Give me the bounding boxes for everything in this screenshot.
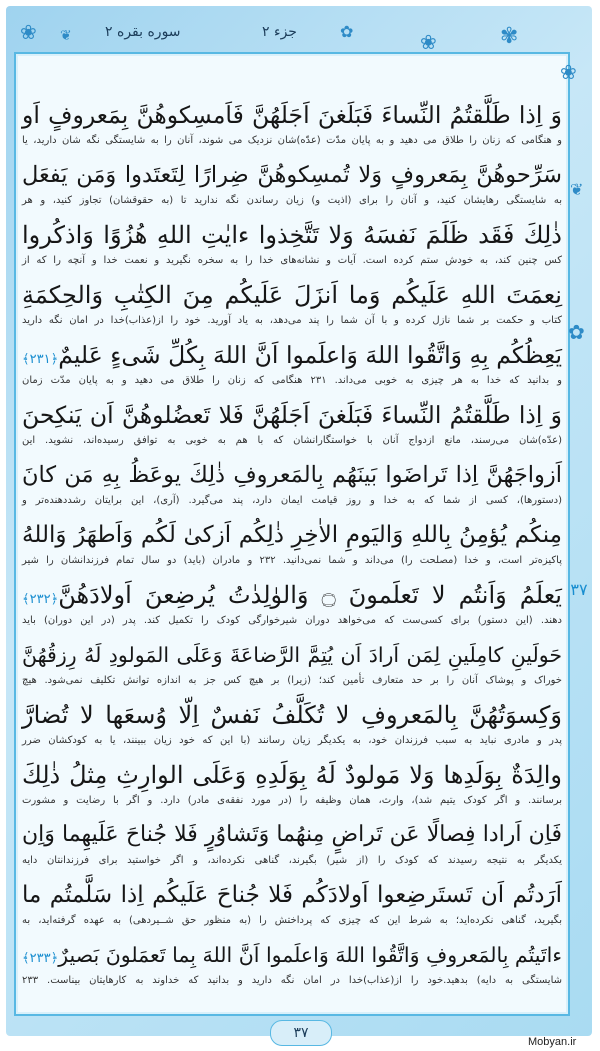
verse-text: وَ اِذا طَلَّقتُمُ النِّساءَ فَبَلَغنَ اَجَلَهُنَّ فَلا تَعضُلوهُنَّ اَن يَنكِحنَ [22, 401, 562, 429]
verse-text: سَرِّحوهُنَّ بِمَعروفٍ وَلا تُمسِكوهُنَّ ضِرارًا لِتَعتَدوا وَمَن يَفعَل [22, 162, 562, 188]
surah-label: سوره بقره ۲ [105, 24, 181, 40]
verse-line [22, 760, 562, 790]
verse-line [22, 340, 562, 375]
leaf-ornament-icon: ❦ [570, 180, 584, 199]
translation-line: برسانند. و اگر کودک یتیم شد)، وارث، همان وظیفه را (در مورد نفقه‌ی مادر) دارد. و اگر با رضایت و مشورت [22, 795, 562, 806]
verse-line [22, 280, 562, 310]
translation-line: (عدّه)شان می‌رسند، مانع ازدواج آنان با خواستگارانشان که با هم به خوبی به توافق رسیده‌اند، نشوید. این [22, 435, 562, 446]
verse-text: حَولَينِ كامِلَينِ لِمَن اَرادَ اَن يُتِمَّ الرَّضاعَةَ وَعَلَى المَولودِ لَهُ رِزقُهُنَّ [22, 643, 562, 667]
verse-text: فَاِن اَرادا فِصالًا عَن تَراضٍ مِنهُما وَتَشاوُرٍ فَلا جُناحَ عَلَيهِما وَاِن [22, 822, 562, 847]
verse-text: يَعلَمُ وَاَنتُم لا تَعلَمونَ ۝ وَالوٰلِدٰتُ يُرضِعنَ اَولادَهُنَّ [58, 581, 562, 609]
verse-text: ءاتَيتُم بِالمَعروفِ وَاتَّقُوا اللهَ وَاعلَموا اَنَّ اللهَ بِما تَعمَلونَ بَصيرٌ [58, 943, 562, 967]
translation-line: خوراک و پوشاک آنان را بر حد متعارف تأمین کند؛ (زیرا) بر هیچ کس جز به اندازه توانش تکلیف نمی‌شود. هیچ [22, 675, 562, 686]
verse-line [22, 100, 562, 130]
verse-line [22, 700, 562, 730]
verse-line [22, 220, 562, 250]
juz-label: جزء ۲ [262, 24, 297, 40]
flower-ornament-icon: ✿ [568, 320, 585, 344]
translation-line: (دستورها)، کسی از شما که به خدا و روز قیامت ایمان دارد، پند می‌گیرد. (آری)، این برایتان رشددهنده‌تر و [22, 495, 562, 506]
verse-line [22, 400, 562, 430]
translation-line: به شایستگی رهایشان کنید، و آنان را برای (اذیت و) زیان رساندن نگه ندارید تا (به حقوقشان) تجاوز کنید، و هر [22, 195, 562, 206]
ayah-number: ﴿۲۳۳﴾ [22, 951, 59, 966]
site-credit: Mobyan.ir [528, 1036, 577, 1048]
verse-line [22, 940, 562, 974]
page-number: ۳۷ [270, 1020, 332, 1046]
verse-text: يَعِظُكُم بِهِ وَاتَّقُوا اللهَ وَاعلَموا اَنَّ اللهَ بِكُلِّ شَىءٍ عَليمٌ [58, 341, 562, 369]
ayah-number: ﴿۲۳۱﴾ [22, 352, 59, 367]
verse-text: اَرَدتُم اَن تَستَرضِعوا اَولادَكُم فَلا جُناحَ عَلَيكُم اِذا سَلَّمتُم ما [22, 882, 562, 908]
flower-ornament-icon: ✾ [500, 24, 519, 49]
verse-text: ذٰلِكَ فَقَد ظَلَمَ نَفسَهُ وَلا تَتَّخِذوا ءايٰتِ اللهِ هُزُوًا وَاذكُروا [22, 221, 562, 249]
translation-line: پاکیزه‌تر است، و خدا (مصلحت را) می‌داند و شما نمی‌دانید. ۲۳۲ و مادران (باید) دو سال تمام فرزندانشان را شیر [22, 555, 562, 566]
verse-text: وَكِسوَتُهُنَّ بِالمَعروفِ لا تُكَلَّفُ نَفسٌ اِلّا وُسعَها لا تُضارَّ [22, 701, 562, 729]
flower-ornament-icon: ❀ [420, 30, 437, 54]
verse-text: اَزواجَهُنَّ اِذا تَراضَوا بَينَهُم بِالمَعروفِ ذٰلِكَ يوعَظُ بِهِ مَن كانَ [22, 462, 562, 488]
verse-text: والِدَةٌ بِوَلَدِها وَلا مَولودٌ لَهُ بِوَلَدِهِ وَعَلَى الوارِثِ مِثلُ ذٰلِكَ [22, 761, 562, 789]
translation-line: یکدیگر به نتیجه رسیدند که کودک را (از شیر) بگیرند، گناهی نکرده‌اند، و اگر خواستید برای فرزندانتان دایه [22, 855, 562, 866]
translation-line: و هنگامی که زنان را طلاق می دهید و به پایان مدّت (عدّه)شان نزدیک می شوند، آنان را به شایستگی نگه شان دارید، یا [22, 135, 562, 146]
verse-line [22, 580, 562, 615]
translation-line: کتاب و حکمت بر شما نازل کرده و با آن شما را پند می‌دهد، به یاد آورید. خود را از(عذاب)خدا در امان نگه دارید [22, 315, 562, 326]
verse-text: مِنكُم يُؤمِنُ بِاللهِ وَاليَومِ الاٰخِرِ ذٰلِكُم اَزكىٰ لَكُم وَاَطهَرُ وَاللهُ [22, 522, 562, 548]
translation-line: پدر و مادری نباید به سبب فرزندان خود، به یکدیگر زیان رسانند (با این که خود زیان ببینند، یا به کودکشان ضرر [22, 735, 562, 746]
ayah-number: ﴿۲۳۲﴾ [22, 592, 59, 607]
translation-line: شایستگی به دایه) بدهید.خود را از(عذاب)خدا در امان نگه دارید و بدانید که خداوند به کارهایتان بیناست. ۲۳۳ [22, 975, 562, 986]
translation-line: دهند. (این دستور) برای کسی‌ست که می‌خواهد دوران شیرخوارگی کودک را تکمیل کند. پدر (در این دوران) باید [22, 615, 562, 626]
flower-ornament-icon: ✿ [340, 22, 354, 41]
verse-line [22, 520, 562, 550]
page-header [0, 14, 600, 54]
verse-line [22, 820, 562, 850]
flower-ornament-icon: ❀ [20, 20, 37, 44]
verse-line [22, 460, 562, 490]
verse-line [22, 640, 562, 670]
translation-line: بگیرید، گناهی نکرده‌اید؛ به شرط این که چیزی که پرداختش را (به منظور حق شــیردهی) به عهده گرفته‌اید، به [22, 915, 562, 926]
verse-text: نِعمَتَ اللهِ عَلَيكُم وَما اَنزَلَ عَلَيكُم مِنَ الكِتٰبِ وَالحِكمَةِ [22, 281, 562, 309]
leaf-ornament-icon: ❦ [60, 28, 72, 44]
verse-line [22, 160, 562, 190]
translation-line: کس چنین کند، به خودش ستم کرده است. آیات و نشانه‌های خدا را به سخره نگیرید و نعمت خدا و آنچه را که از [22, 255, 562, 266]
verse-text: وَ اِذا طَلَّقتُمُ النِّساءَ فَبَلَغنَ اَجَلَهُنَّ فَاَمسِكوهُنَّ بِمَعروفٍ اَو [22, 101, 562, 129]
translation-line: و بدانید که خدا به هر چیزی به خوبی می‌داند. ۲۳۱ هنگامی که زنان را طلاق می دهید و به پایان مدّت زمان [22, 375, 563, 386]
verse-line [22, 880, 562, 910]
hizb-marker: ۳۷ [570, 580, 588, 599]
flower-ornament-icon: ❀ [560, 60, 577, 84]
